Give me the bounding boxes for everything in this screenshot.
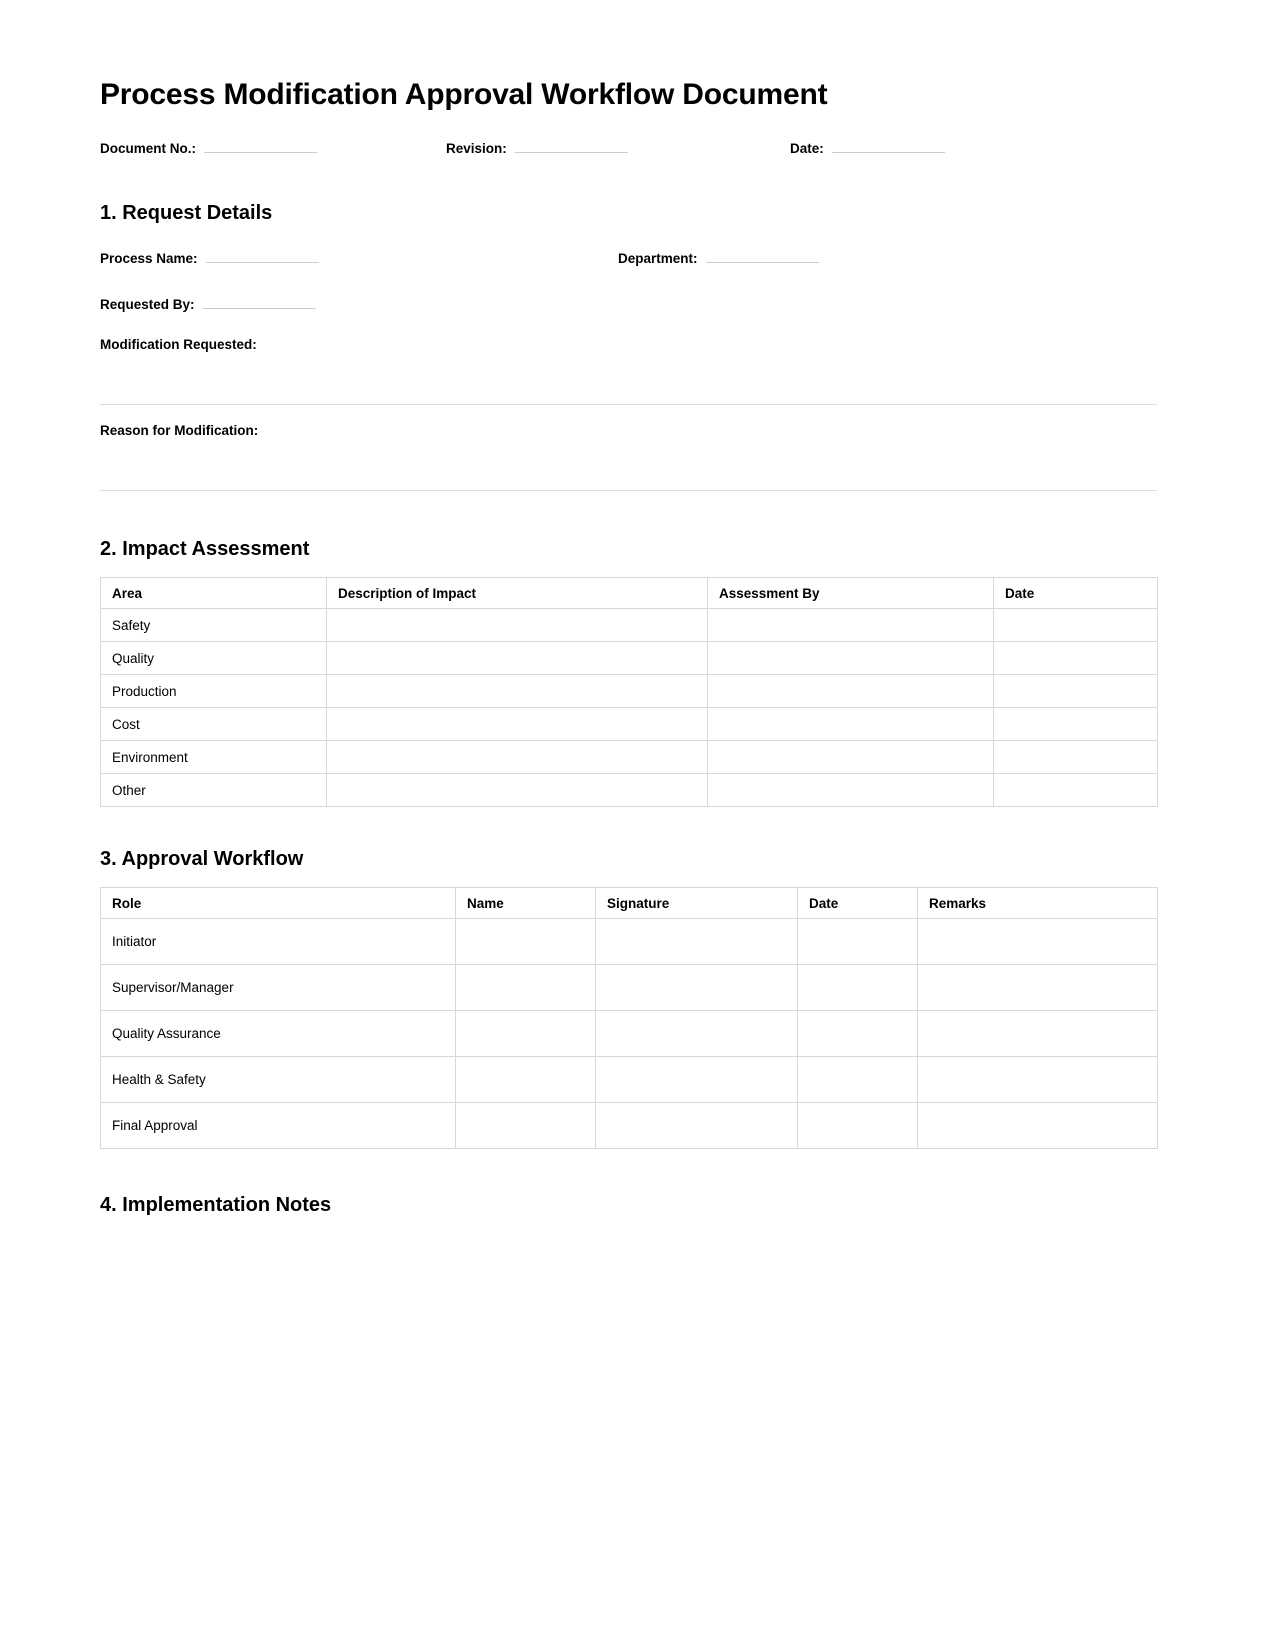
cell-date[interactable] [798, 965, 918, 1011]
cell-date[interactable] [994, 741, 1158, 774]
field-date-input[interactable] [832, 139, 945, 153]
field-process-name[interactable] [100, 249, 319, 266]
field-revision-label: Revision: [446, 141, 507, 156]
cell-name[interactable] [456, 1057, 596, 1103]
column-header-assessment-by: Assessment By [708, 578, 994, 609]
cell-signature[interactable] [596, 919, 798, 965]
section-heading-implementation-notes: 4. Implementation Notes [100, 1194, 332, 1216]
field-reason-for-modification-label: Reason for Modification: [100, 423, 259, 438]
cell-description[interactable] [327, 741, 708, 774]
field-document-no-label: Document No.: [100, 141, 196, 156]
field-document-no[interactable] [100, 139, 317, 156]
cell-area: Cost [101, 708, 327, 741]
cell-role: Supervisor/Manager [101, 965, 456, 1011]
column-header-date: Date [798, 888, 918, 919]
cell-description[interactable] [327, 708, 708, 741]
cell-name[interactable] [456, 1103, 596, 1149]
cell-remarks[interactable] [918, 1011, 1158, 1057]
column-header-signature: Signature [596, 888, 798, 919]
cell-assessment-by[interactable] [708, 675, 994, 708]
table-row [101, 708, 1158, 741]
impact-assessment-table [100, 577, 1158, 807]
table-row [101, 1103, 1158, 1149]
cell-signature[interactable] [596, 1011, 798, 1057]
cell-date[interactable] [994, 642, 1158, 675]
section-heading-impact-assessment: 2. Impact Assessment [100, 538, 310, 560]
table-header-row [101, 888, 1158, 919]
field-requested-by[interactable] [100, 295, 316, 312]
table-row [101, 675, 1158, 708]
request-fields-row-2 [100, 295, 1157, 319]
field-document-no-input[interactable] [204, 139, 317, 153]
cell-signature[interactable] [596, 1057, 798, 1103]
cell-date[interactable] [798, 919, 918, 965]
cell-description[interactable] [327, 609, 708, 642]
column-header-name: Name [456, 888, 596, 919]
cell-remarks[interactable] [918, 919, 1158, 965]
column-header-remarks: Remarks [918, 888, 1158, 919]
field-department-label: Department: [618, 251, 698, 266]
cell-role: Quality Assurance [101, 1011, 456, 1057]
cell-remarks[interactable] [918, 1103, 1158, 1149]
field-process-name-input[interactable] [206, 249, 319, 263]
field-modification-requested-label: Modification Requested: [100, 337, 257, 352]
cell-role: Initiator [101, 919, 456, 965]
separator-reason-for-modification [100, 490, 1157, 491]
column-header-date: Date [994, 578, 1158, 609]
page-title: Process Modification Approval Workflow Document [100, 78, 828, 111]
field-date-label: Date: [790, 141, 824, 156]
cell-area: Quality [101, 642, 327, 675]
cell-role: Final Approval [101, 1103, 456, 1149]
cell-assessment-by[interactable] [708, 708, 994, 741]
cell-assessment-by[interactable] [708, 642, 994, 675]
field-requested-by-input[interactable] [203, 295, 316, 309]
column-header-description: Description of Impact [327, 578, 708, 609]
cell-date[interactable] [994, 774, 1158, 807]
field-revision-input[interactable] [515, 139, 628, 153]
approval-workflow-table [100, 887, 1158, 1149]
column-header-area: Area [101, 578, 327, 609]
cell-description[interactable] [327, 774, 708, 807]
table-row [101, 774, 1158, 807]
cell-date[interactable] [994, 675, 1158, 708]
cell-description[interactable] [327, 642, 708, 675]
cell-name[interactable] [456, 919, 596, 965]
section-heading-request-details: 1. Request Details [100, 202, 273, 224]
cell-date[interactable] [798, 1057, 918, 1103]
field-reason-for-modification-input[interactable] [100, 438, 1157, 490]
cell-remarks[interactable] [918, 965, 1158, 1011]
field-department-input[interactable] [706, 249, 819, 263]
cell-area: Environment [101, 741, 327, 774]
cell-assessment-by[interactable] [708, 609, 994, 642]
cell-assessment-by[interactable] [708, 774, 994, 807]
cell-date[interactable] [994, 609, 1158, 642]
cell-name[interactable] [456, 1011, 596, 1057]
cell-area: Other [101, 774, 327, 807]
field-implementation-notes-input[interactable] [100, 1217, 1157, 1269]
cell-role: Health & Safety [101, 1057, 456, 1103]
table-row [101, 919, 1158, 965]
cell-signature[interactable] [596, 965, 798, 1011]
cell-remarks[interactable] [918, 1057, 1158, 1103]
cell-name[interactable] [456, 965, 596, 1011]
table-header-row [101, 578, 1158, 609]
table-row [101, 1057, 1158, 1103]
cell-date[interactable] [994, 708, 1158, 741]
field-department[interactable] [618, 249, 819, 266]
field-revision[interactable] [446, 139, 628, 156]
table-row [101, 1011, 1158, 1057]
table-row [101, 965, 1158, 1011]
request-fields-row-1 [100, 249, 1157, 273]
field-process-name-label: Process Name: [100, 251, 198, 266]
field-requested-by-label: Requested By: [100, 297, 195, 312]
document-content [100, 0, 1157, 1269]
cell-date[interactable] [798, 1011, 918, 1057]
document-meta-row [100, 139, 1157, 165]
cell-area: Safety [101, 609, 327, 642]
column-header-role: Role [101, 888, 456, 919]
table-row [101, 609, 1158, 642]
field-date[interactable] [790, 139, 945, 156]
cell-date[interactable] [798, 1103, 918, 1149]
cell-description[interactable] [327, 675, 708, 708]
cell-signature[interactable] [596, 1103, 798, 1149]
cell-assessment-by[interactable] [708, 741, 994, 774]
section-heading-approval-workflow: 3. Approval Workflow [100, 848, 304, 870]
cell-area: Production [101, 675, 327, 708]
table-row [101, 642, 1158, 675]
field-modification-requested-input[interactable] [100, 352, 1157, 404]
table-row [101, 741, 1158, 774]
